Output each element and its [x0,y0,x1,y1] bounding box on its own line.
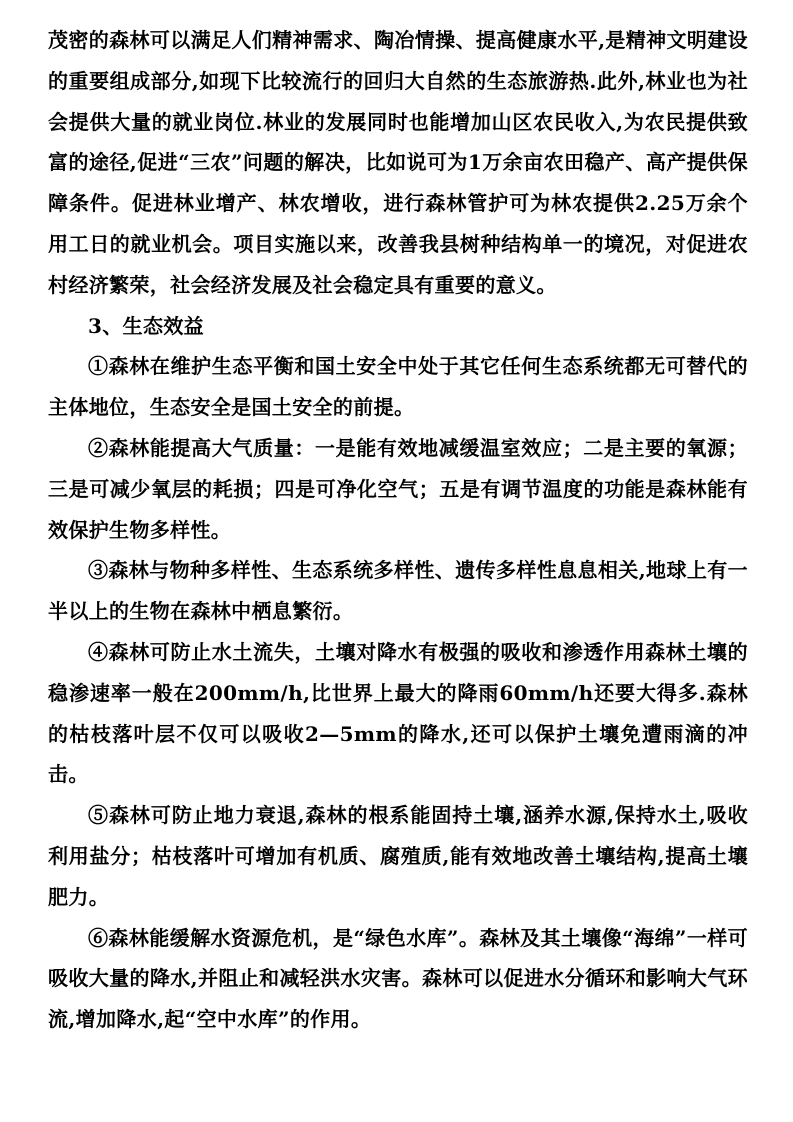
paragraph-social-benefit-continued: 茂密的森林可以满足人们精神需求、陶冶情操、提高健康水平,是精神文明建设的重要组成部分,如现下比较流行的回归大自然的生态旅游热.此外,林业也为社会提供大量的就业岗位.林业的发展同时也能增加山区农民收入,为农民提供致富的途径,促进“三农”问题的解决，比如说可为1万余亩农田稳产、高产提供保障条件。促进林业增产、林农增收，进行森林管护可为林农提供2.25万余个用工日的就业机会。项目实施以来，改善我县树种结构单一的境况，对促进农村经济繁荣，社会经济发展及社会稳定具有重要的意义。 [48,28,748,297]
paragraph-item-3: ③森林与物种多样性、生态系统多样性、遗传多样性息息相关,地球上有一半以上的生物在森林中栖息繁衍。 [48,558,748,624]
paragraph-item-4: ④森林可防止水土流失，土壤对降水有极强的吸收和渗透作用森林土壤的稳渗速率一般在200mm/h,比世界上最大的降雨60mm/h还要大得多.森林的枯枝落叶层不仅可以吸收2—5mm的降水,还可以保护土壤免遭雨滴的冲击。 [48,639,748,787]
section-heading-ecological-benefit: 3、生态效益 [88,313,205,338]
document-page [48,20,748,1040]
paragraph-item-1: ①森林在维护生态平衡和国土安全中处于其它任何生态系统都无可替代的主体地位，生态安全是国土安全的前提。 [48,354,748,420]
paragraph-item-6: ⑥森林能缓解水资源危机，是“绿色水库”。森林及其土壤像“海绵”一样可吸收大量的降水,并阻止和减轻洪水灾害。森林可以促进水分循环和影响大气环流,增加降水,起“空中水库”的作用。 [48,925,748,1032]
paragraph-item-5: ⑤森林可防止地力衰退,森林的根系能固持土壤,涵养水源,保持水土,吸收利用盐分；枯枝落叶可增加有机质、腐殖质,能有效地改善土壤结构,提高土壤肥力。 [48,803,748,909]
paragraph-item-2: ②森林能提高大气质量：一是能有效地减缓温室效应；二是主要的氧源；三是可减少氧层的耗损；四是可净化空气；五是有调节温度的功能是森林能有效保护生物多样性。 [48,435,748,542]
